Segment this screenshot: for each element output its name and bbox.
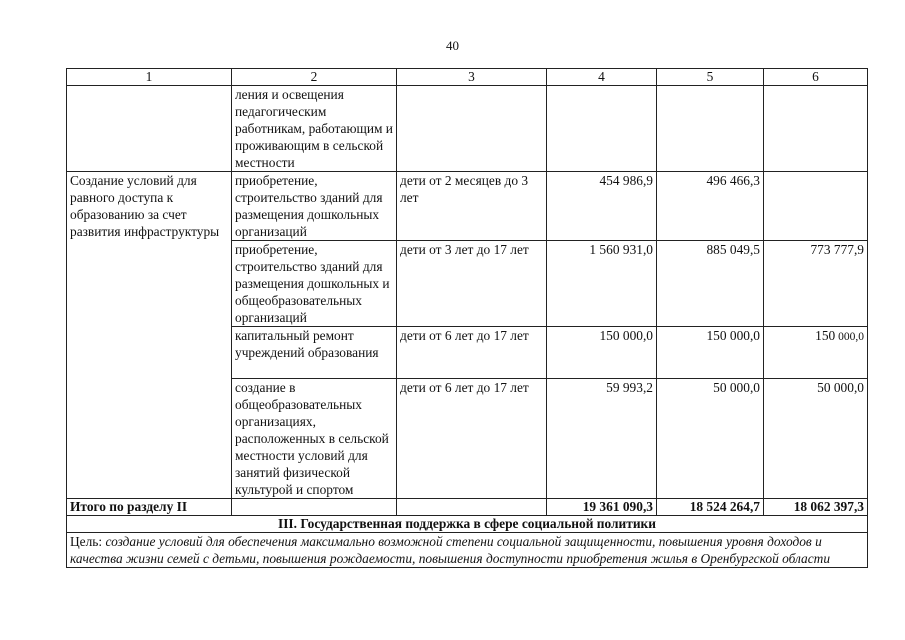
goal-text: создание условий для обеспечения максимально возможной степени социальной защищенности, повышения уровня доходов и качества жизни семей с детьми, повышения рождаемости, повышения доступности приобретения жилья в Оренбургской области xyxy=(70,534,831,566)
column-header-4: 4 xyxy=(547,69,657,86)
table-row xyxy=(67,86,868,172)
measure-cell: ления и освещения педагогическим работникам, работающим и проживающим в сельской местности xyxy=(232,86,397,172)
total-col5: 18 524 264,7 xyxy=(657,499,764,516)
total-col6: 18 062 397,3 xyxy=(764,499,868,516)
value-cell-col6: 773 777,9 xyxy=(764,241,868,327)
measure-cell: капитальный ремонт учреждений образования xyxy=(232,327,397,379)
goal-label: Цель: xyxy=(70,534,103,549)
total-label: Итого по разделу II xyxy=(67,499,232,516)
task-cell xyxy=(67,86,232,172)
value-cell-col5: 50 000,0 xyxy=(657,379,764,499)
column-header-1: 1 xyxy=(67,69,232,86)
value-cell-col6 xyxy=(764,172,868,241)
empty-cell xyxy=(232,499,397,516)
value-cell-col6: 50 000,0 xyxy=(764,379,868,499)
task-cell: Создание условий для равного доступа к образованию за счет развития инфраструктуры xyxy=(67,172,232,499)
page-number: 40 xyxy=(446,38,459,53)
value-cell-col5: 150 000,0 xyxy=(657,327,764,379)
column-header-2: 2 xyxy=(232,69,397,86)
budget-table xyxy=(66,68,868,568)
value-cell-col4: 1 560 931,0 xyxy=(547,241,657,327)
value-cell-col5: 885 049,5 xyxy=(657,241,764,327)
section-goal-row xyxy=(67,533,868,568)
section-goal xyxy=(67,533,868,568)
table-row xyxy=(67,172,868,241)
measure-cell: приобретение, строительство зданий для размещения дошкольных и общеобразовательных организаций xyxy=(232,241,397,327)
section-heading-row xyxy=(67,516,868,533)
total-col4: 19 361 090,3 xyxy=(547,499,657,516)
target-cell: дети от 6 лет до 17 лет xyxy=(397,379,547,499)
empty-cell xyxy=(397,499,547,516)
value-cell-col4 xyxy=(547,86,657,172)
measure-cell: создание в общеобразовательных организациях, расположенных в сельской местности условий для занятий физической культурой и спортом xyxy=(232,379,397,499)
section-title: III. Государственная поддержка в сфере социальной политики xyxy=(67,516,868,533)
measure-cell: приобретение, строительство зданий для размещения дошкольных организаций xyxy=(232,172,397,241)
column-header-3: 3 xyxy=(397,69,547,86)
target-cell: дети от 6 лет до 17 лет xyxy=(397,327,547,379)
value-cell-col4: 150 000,0 xyxy=(547,327,657,379)
value-cell-col6 xyxy=(764,327,868,379)
target-cell: дети от 2 месяцев до 3 лет xyxy=(397,172,547,241)
value-tail: 000,0 xyxy=(835,331,864,343)
column-header-5: 5 xyxy=(657,69,764,86)
value-cell-col5: 496 466,3 xyxy=(657,172,764,241)
target-cell: дети от 3 лет до 17 лет xyxy=(397,241,547,327)
total-row xyxy=(67,499,868,516)
value-cell-col5 xyxy=(657,86,764,172)
value-cell-col4: 454 986,9 xyxy=(547,172,657,241)
value-cell-col4: 59 993,2 xyxy=(547,379,657,499)
target-cell xyxy=(397,86,547,172)
value-cell-col6 xyxy=(764,86,868,172)
column-header-6: 6 xyxy=(764,69,868,86)
column-number-row xyxy=(67,69,868,86)
value-main: 150 xyxy=(815,328,836,343)
